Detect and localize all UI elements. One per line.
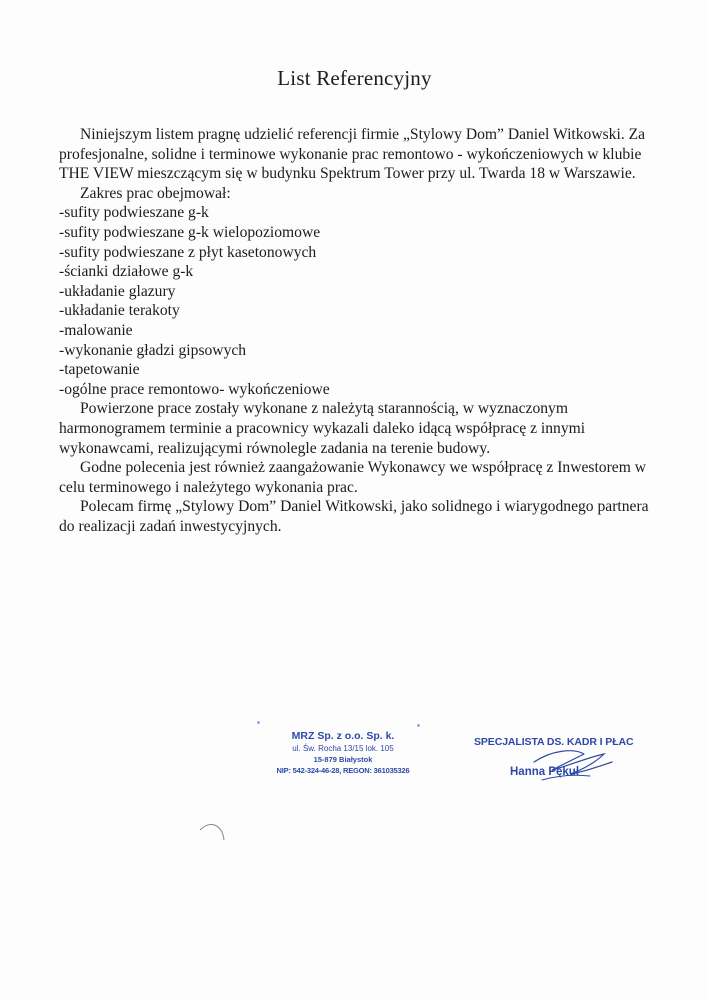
- signature-stamp-name: Hanna Pękul: [510, 766, 580, 778]
- company-stamp-city: 15-879 Białystok: [313, 755, 373, 764]
- scope-item: -malowanie: [59, 321, 133, 339]
- company-stamp: [258, 730, 428, 776]
- scope-item: -sufity podwieszane g-k: [59, 204, 209, 222]
- handwritten-signature: [512, 740, 632, 800]
- company-stamp-name: MRZ Sp. z o.o. Sp. k.: [291, 730, 395, 742]
- scope-item: -tapetowanie: [59, 361, 140, 379]
- ink-speck: [417, 724, 420, 727]
- intro-paragraph: Niniejszym listem pragnę udzielić referencji firmie „Stylowy Dom” Daniel Witkowski. Za profesjonalne, solidne i terminowe wykonanie prac remontowo - wykończeniowych w klubie THE VIEW mieszczącym się w budynku Spektrum Tower przy ul. Twarda 18 w Warszawie.: [59, 126, 646, 183]
- pencil-arc-mark: [196, 818, 236, 858]
- scope-item: -układanie glazury: [59, 282, 176, 300]
- company-stamp-ids: NIP: 542-324-46-28, REGON: 361035326: [276, 766, 410, 775]
- scope-item: -ścianki działowe g-k: [59, 263, 194, 281]
- scope-intro: Zakres prac obejmował:: [80, 184, 231, 202]
- recommendation-paragraph: Polecam firmę „Stylowy Dom” Daniel Witkowski, jako solidnego i wiarygodnego partnera do realizacji zadań inwestycyjnych.: [59, 498, 649, 535]
- scope-list: [59, 203, 659, 399]
- letter-body: [59, 125, 659, 536]
- document-title: List Referencyjny: [277, 66, 432, 90]
- signature-stamp-role: SPECJALISTA DS. KADR I PŁAC: [474, 736, 634, 748]
- scope-item: -wykonanie gładzi gipsowych: [59, 341, 247, 359]
- company-stamp-address: ul. Św. Rocha 13/15 lok. 105: [292, 744, 394, 753]
- scope-item: -sufity podwieszane g-k wielopoziomowe: [59, 223, 321, 241]
- scope-item: -sufity podwieszane z płyt kasetonowych: [59, 243, 317, 261]
- scope-item: -układanie terakoty: [59, 302, 180, 320]
- quality-paragraph: Powierzone prace zostały wykonane z należytą starannością, w wyznaczonym harmonogramem terminie a pracownicy wykazali daleko idącą współpracę z innymi wykonawcami, realizującymi równolegle zadania na terenie budowy.: [59, 400, 586, 457]
- cooperation-paragraph: Godne polecenia jest również zaangażowanie Wykonawcy we współpracę z Inwestorem w celu terminowego i należytego wykonania prac.: [59, 459, 646, 496]
- scope-item: -ogólne prace remontowo- wykończeniowe: [59, 380, 330, 398]
- ink-speck: [257, 721, 260, 724]
